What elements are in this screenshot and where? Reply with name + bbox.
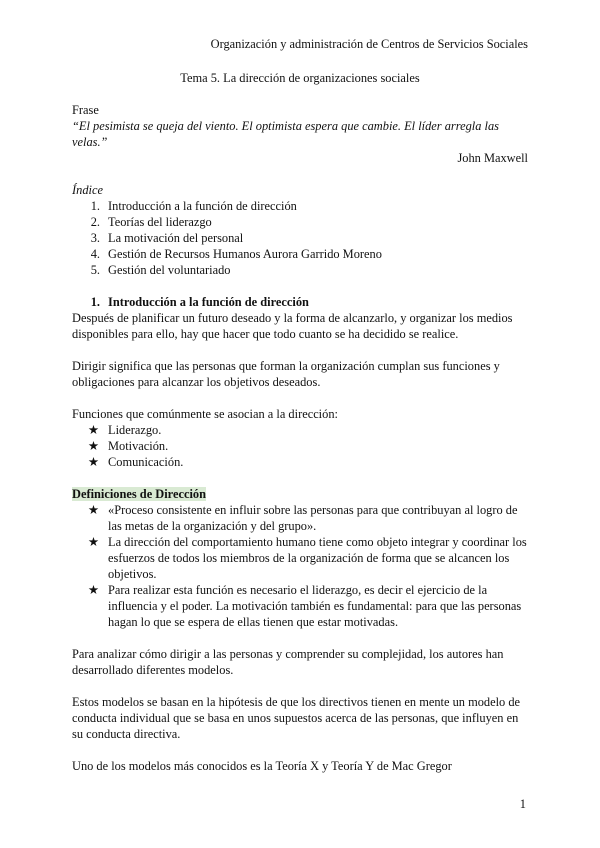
paragraph: Después de planificar un futuro deseado y la forma de alcanzarlo, y organizar los medios disponibles para ello, hay que hacer que todo cuanto se ha decidido se realice. (72, 311, 513, 341)
definitions-heading: Definiciones de Dirección (72, 487, 206, 501)
quote: “El pesimista se queja del viento. El optimista espera que cambie. El líder arregla las velas.” (72, 119, 499, 149)
item-text: La dirección del comportamiento humano tiene como objeto integrar y coordinar los esfuerzos de todos los miembros de la organización de forma que se alcancen los objetivos. (108, 535, 527, 581)
item-text: Motivación. (108, 439, 169, 453)
section-number: 1. (90, 295, 100, 309)
page-title: Tema 5. La dirección de organizaciones sociales (180, 71, 420, 85)
frase-label: Frase (72, 103, 99, 117)
item-text: Comunicación. (108, 455, 184, 469)
section-title: Introducción a la función de dirección (108, 295, 309, 309)
item-number: 1. (90, 199, 100, 213)
item-number: 5. (90, 263, 100, 277)
definitions-list (72, 502, 528, 630)
item-number: 3. (90, 231, 100, 245)
star-bullet-icon: ★ (87, 583, 99, 597)
funciones-list (72, 422, 528, 470)
star-bullet-icon: ★ (87, 503, 99, 517)
list-item (72, 246, 528, 262)
item-text: La motivación del personal (108, 231, 244, 245)
item-text: Introducción a la función de dirección (108, 199, 297, 213)
paragraph: Para analizar cómo dirigir a las personas y comprender su complejidad, los autores han desarrollado diferentes modelos. (72, 647, 504, 677)
list-item (72, 230, 528, 246)
item-text: Gestión de Recursos Humanos Aurora Garrido Moreno (108, 247, 382, 261)
item-text: Liderazgo. (108, 423, 162, 437)
item-text: Gestión del voluntariado (108, 263, 231, 277)
item-text: Teorías del liderazgo (108, 215, 212, 229)
list-item (72, 198, 528, 214)
item-text: Para realizar esta función es necesario el liderazgo, es decir el ejercicio de la influencia y el poder. La motivación también es fundamental: para que las personas hagan lo que se espera de ellas tienen que estar motivadas. (108, 583, 522, 629)
document-page (72, 36, 528, 774)
index-label: Índice (72, 183, 103, 197)
list-item (72, 534, 528, 582)
item-text: «Proceso consistente en influir sobre las personas para que contribuyan al logro de las metas de la organización y del grupo». (108, 503, 518, 533)
list-item (72, 502, 528, 534)
list-item (72, 582, 528, 630)
section-heading (72, 294, 528, 310)
index-list (72, 198, 528, 278)
list-item (72, 438, 528, 454)
running-header: Organización y administración de Centros de Servicios Sociales (210, 37, 528, 51)
star-bullet-icon: ★ (87, 535, 99, 549)
star-bullet-icon: ★ (87, 455, 99, 469)
item-number: 2. (90, 215, 100, 229)
item-number: 4. (90, 247, 100, 261)
quote-author: John Maxwell (457, 151, 528, 165)
list-item (72, 214, 528, 230)
page-number: 1 (519, 797, 526, 811)
list-item (72, 454, 528, 470)
list-item (72, 422, 528, 438)
star-bullet-icon: ★ (87, 423, 99, 437)
list-item (72, 262, 528, 278)
paragraph: Funciones que comúnmente se asocian a la dirección: (72, 407, 338, 421)
paragraph: Uno de los modelos más conocidos es la Teoría X y Teoría Y de Mac Gregor (72, 759, 452, 773)
star-bullet-icon: ★ (87, 439, 99, 453)
paragraph: Estos modelos se basan en la hipótesis de que los directivos tienen en mente un modelo de conducta individual que se basa en unos supuestos acerca de las personas, que influyen en su conducta directiva. (72, 695, 521, 741)
paragraph: Dirigir significa que las personas que forman la organización cumplan sus funciones y obligaciones para alcanzar los objetivos deseados. (72, 359, 500, 389)
